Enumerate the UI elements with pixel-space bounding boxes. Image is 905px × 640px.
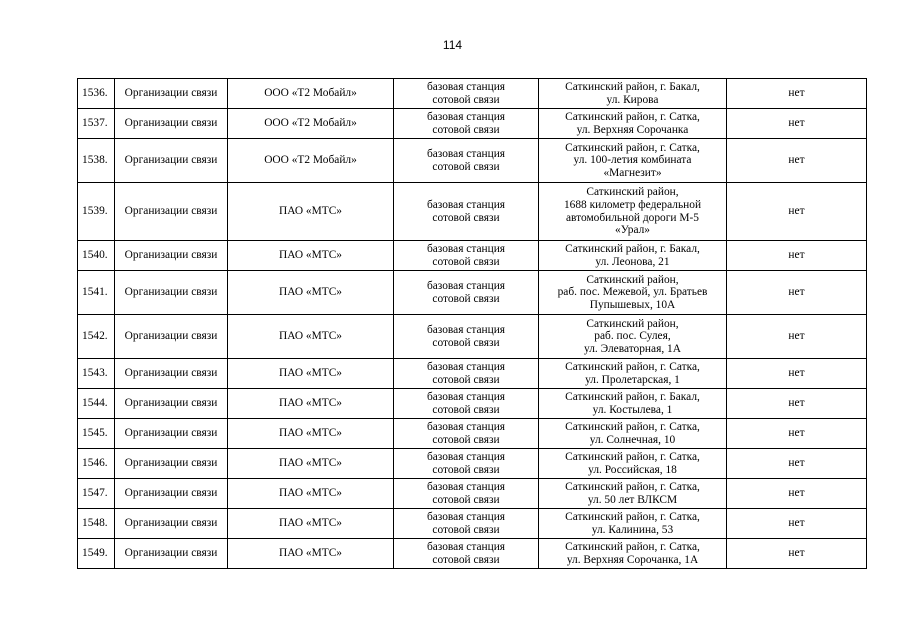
row-address: Саткинский район, г. Сатка, ул. Пролетарская, 1 [539, 359, 727, 389]
row-category: Организации связи [115, 389, 228, 419]
row-address: Саткинский район, г. Сатка, ул. 100-летия комбината «Магнезит» [539, 139, 727, 183]
table-row [78, 109, 867, 139]
row-category: Организации связи [115, 139, 228, 183]
table-row [78, 241, 867, 271]
row-note: нет [727, 359, 867, 389]
row-object-type: базовая станция сотовой связи [394, 509, 539, 539]
row-category: Организации связи [115, 315, 228, 359]
table-row [78, 139, 867, 183]
table-row [78, 79, 867, 109]
row-note: нет [727, 419, 867, 449]
row-organization: ПАО «МТС» [228, 479, 394, 509]
row-organization: ООО «Т2 Мобайл» [228, 79, 394, 109]
row-category: Организации связи [115, 271, 228, 315]
row-note: нет [727, 509, 867, 539]
row-category: Организации связи [115, 479, 228, 509]
table-row [78, 419, 867, 449]
row-object-type: базовая станция сотовой связи [394, 539, 539, 569]
row-number: 1537. [78, 109, 115, 139]
row-category: Организации связи [115, 109, 228, 139]
row-number: 1539. [78, 183, 115, 241]
row-category: Организации связи [115, 419, 228, 449]
row-note: нет [727, 79, 867, 109]
row-number: 1549. [78, 539, 115, 569]
row-address: Саткинский район, раб. пос. Межевой, ул. Братьев Пупышевых, 10А [539, 271, 727, 315]
registry-table [77, 78, 867, 569]
row-address: Саткинский район, г. Сатка, ул. Солнечная, 10 [539, 419, 727, 449]
row-organization: ПАО «МТС» [228, 183, 394, 241]
row-note: нет [727, 139, 867, 183]
row-address: Саткинский район, г. Бакал, ул. Костылева, 1 [539, 389, 727, 419]
row-note: нет [727, 479, 867, 509]
row-object-type: базовая станция сотовой связи [394, 79, 539, 109]
table-row [78, 183, 867, 241]
row-note: нет [727, 241, 867, 271]
row-category: Организации связи [115, 359, 228, 389]
row-note: нет [727, 109, 867, 139]
row-object-type: базовая станция сотовой связи [394, 271, 539, 315]
row-organization: ПАО «МТС» [228, 271, 394, 315]
row-organization: ООО «Т2 Мобайл» [228, 109, 394, 139]
row-category: Организации связи [115, 241, 228, 271]
row-number: 1543. [78, 359, 115, 389]
row-note: нет [727, 449, 867, 479]
row-object-type: базовая станция сотовой связи [394, 359, 539, 389]
row-object-type: базовая станция сотовой связи [394, 389, 539, 419]
row-object-type: базовая станция сотовой связи [394, 183, 539, 241]
table-row [78, 315, 867, 359]
row-note: нет [727, 183, 867, 241]
row-object-type: базовая станция сотовой связи [394, 419, 539, 449]
row-number: 1538. [78, 139, 115, 183]
row-number: 1536. [78, 79, 115, 109]
row-organization: ООО «Т2 Мобайл» [228, 139, 394, 183]
row-number: 1542. [78, 315, 115, 359]
row-organization: ПАО «МТС» [228, 539, 394, 569]
row-organization: ПАО «МТС» [228, 419, 394, 449]
table-row [78, 479, 867, 509]
row-number: 1544. [78, 389, 115, 419]
row-object-type: базовая станция сотовой связи [394, 315, 539, 359]
row-number: 1545. [78, 419, 115, 449]
table-row [78, 509, 867, 539]
row-category: Организации связи [115, 449, 228, 479]
row-address: Саткинский район, г. Сатка, ул. Верхняя Сорочанка, 1А [539, 539, 727, 569]
row-number: 1540. [78, 241, 115, 271]
row-category: Организации связи [115, 539, 228, 569]
row-object-type: базовая станция сотовой связи [394, 241, 539, 271]
row-organization: ПАО «МТС» [228, 359, 394, 389]
row-note: нет [727, 315, 867, 359]
row-number: 1548. [78, 509, 115, 539]
registry-table-body [78, 79, 867, 569]
row-organization: ПАО «МТС» [228, 315, 394, 359]
row-note: нет [727, 539, 867, 569]
row-note: нет [727, 389, 867, 419]
row-object-type: базовая станция сотовой связи [394, 109, 539, 139]
row-address: Саткинский район, г. Сатка, ул. 50 лет ВЛКСМ [539, 479, 727, 509]
table-row [78, 539, 867, 569]
row-address: Саткинский район, г. Бакал, ул. Кирова [539, 79, 727, 109]
row-object-type: базовая станция сотовой связи [394, 479, 539, 509]
row-note: нет [727, 271, 867, 315]
row-organization: ПАО «МТС» [228, 449, 394, 479]
table-row [78, 271, 867, 315]
row-number: 1541. [78, 271, 115, 315]
row-address: Саткинский район, 1688 километр федеральной автомобильной дороги М-5 «Урал» [539, 183, 727, 241]
table-row [78, 389, 867, 419]
row-number: 1547. [78, 479, 115, 509]
row-category: Организации связи [115, 509, 228, 539]
row-object-type: базовая станция сотовой связи [394, 449, 539, 479]
row-object-type: базовая станция сотовой связи [394, 139, 539, 183]
table-row [78, 449, 867, 479]
table-row [78, 359, 867, 389]
row-address: Саткинский район, г. Бакал, ул. Леонова, 21 [539, 241, 727, 271]
row-address: Саткинский район, г. Сатка, ул. Калинина, 53 [539, 509, 727, 539]
row-category: Организации связи [115, 183, 228, 241]
row-organization: ПАО «МТС» [228, 509, 394, 539]
row-organization: ПАО «МТС» [228, 241, 394, 271]
row-address: Саткинский район, г. Сатка, ул. Российская, 18 [539, 449, 727, 479]
row-category: Организации связи [115, 79, 228, 109]
row-organization: ПАО «МТС» [228, 389, 394, 419]
page-number: 114 [442, 38, 463, 52]
row-number: 1546. [78, 449, 115, 479]
row-address: Саткинский район, г. Сатка, ул. Верхняя Сорочанка [539, 109, 727, 139]
row-address: Саткинский район, раб. пос. Сулея, ул. Элеваторная, 1А [539, 315, 727, 359]
